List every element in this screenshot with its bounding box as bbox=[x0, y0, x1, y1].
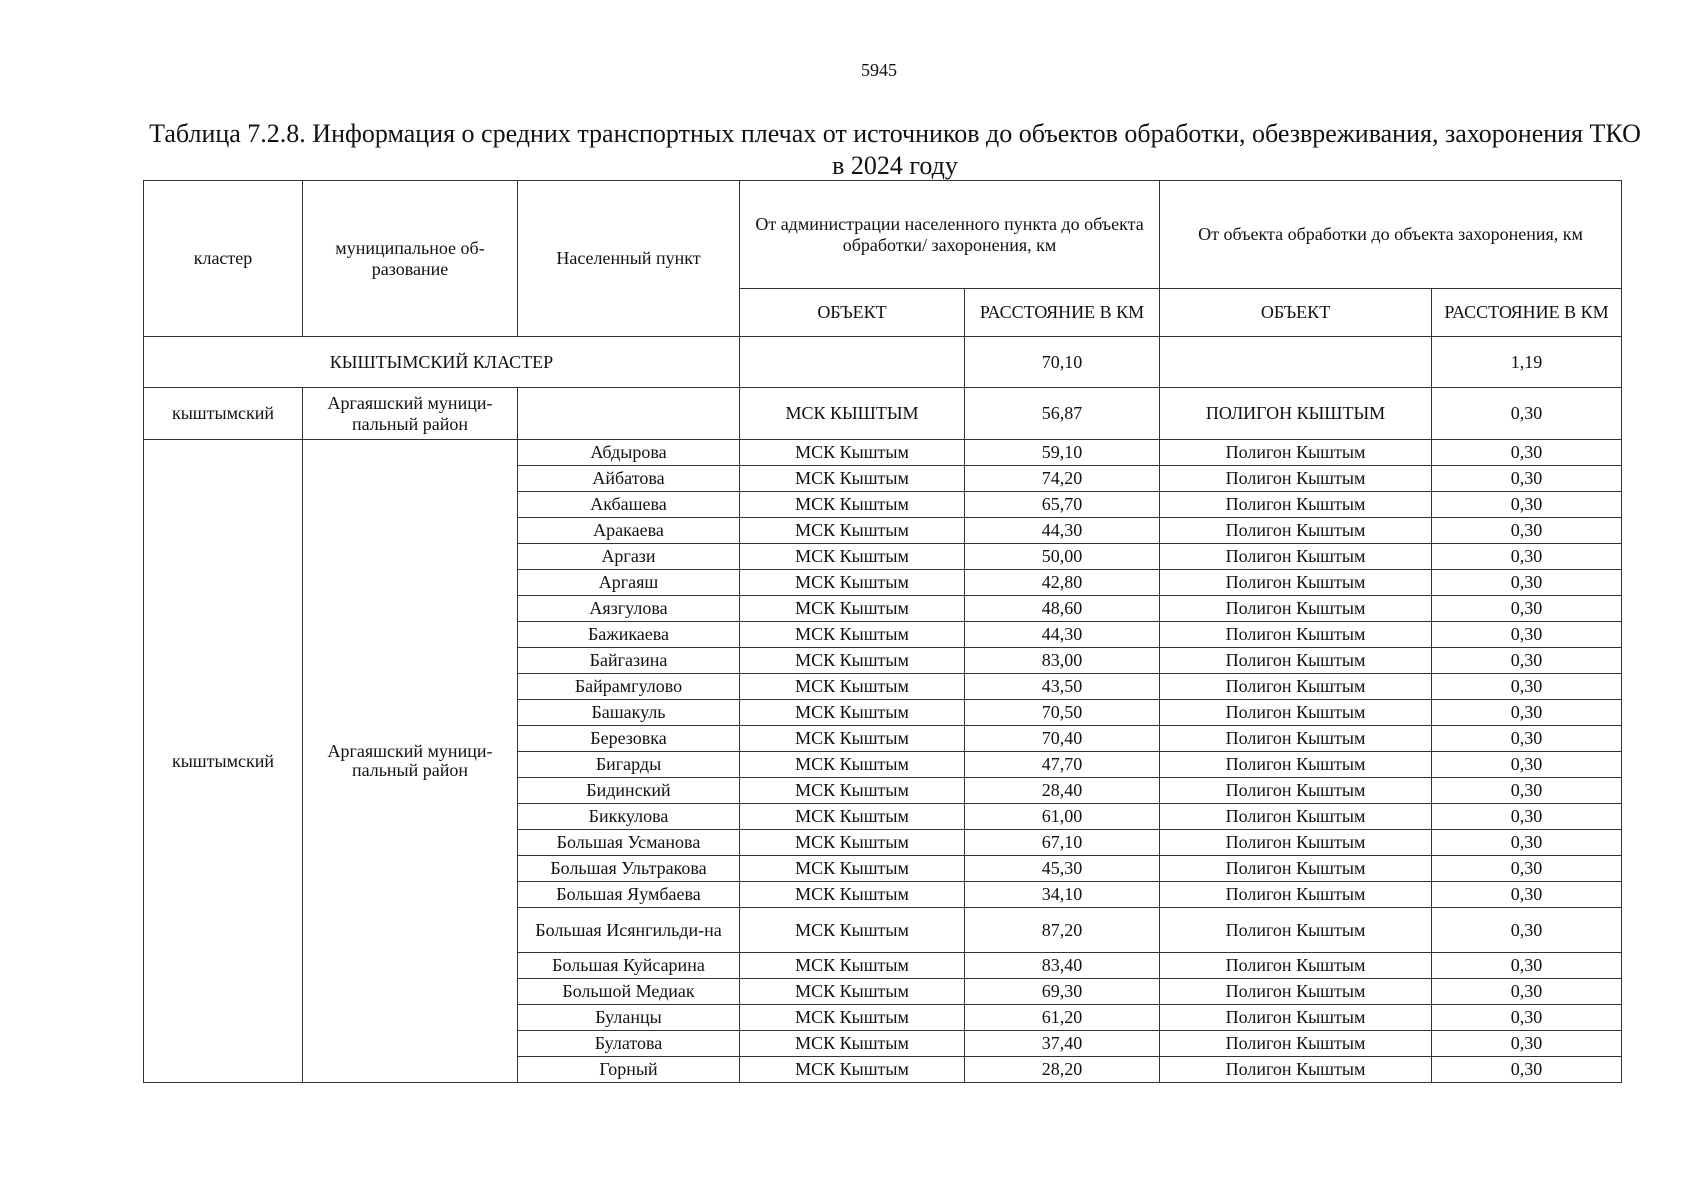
group-municipality: Аргаяшский муници-пальный район bbox=[303, 440, 518, 1083]
cell-object1: МСК Кыштым bbox=[740, 726, 965, 752]
header-object-2: ОБЪЕКТ bbox=[1160, 289, 1432, 337]
cell-distance2: 0,30 bbox=[1432, 466, 1622, 492]
cell-object1: МСК Кыштым bbox=[740, 492, 965, 518]
cluster-distance-1: 70,10 bbox=[965, 337, 1160, 388]
cell-settlement: Бигарды bbox=[518, 752, 740, 778]
cell-object2: Полигон Кыштым bbox=[1160, 804, 1432, 830]
cell-distance2: 0,30 bbox=[1432, 908, 1622, 953]
cell-distance2: 0,30 bbox=[1432, 518, 1622, 544]
cell-object1: МСК Кыштым bbox=[740, 830, 965, 856]
cell-distance1: 70,50 bbox=[965, 700, 1160, 726]
cell-settlement: Аргаяш bbox=[518, 570, 740, 596]
cell-object2: Полигон Кыштым bbox=[1160, 1031, 1432, 1057]
summary-cluster: кыштымский bbox=[144, 388, 303, 440]
table-title: Таблица 7.2.8. Информация о средних транспортных плечах от источников до объектов обработки, обезвреживания, захоронения ТКО в 2024 году bbox=[149, 119, 1641, 180]
cell-object2: Полигон Кыштым bbox=[1160, 882, 1432, 908]
summary-municipality: Аргаяшский муници-пальный район bbox=[303, 388, 518, 440]
cell-distance1: 59,10 bbox=[965, 440, 1160, 466]
cell-settlement: Бажикаева bbox=[518, 622, 740, 648]
cell-object1: МСК Кыштым bbox=[740, 778, 965, 804]
cell-object2: Полигон Кыштым bbox=[1160, 953, 1432, 979]
cell-distance1: 47,70 bbox=[965, 752, 1160, 778]
header-from-processing: От объекта обработки до объекта захоронения, км bbox=[1160, 181, 1622, 289]
cell-settlement: Большая Куйсарина bbox=[518, 953, 740, 979]
cell-object2: Полигон Кыштым bbox=[1160, 979, 1432, 1005]
cell-distance2: 0,30 bbox=[1432, 440, 1622, 466]
cell-object1: МСК Кыштым bbox=[740, 648, 965, 674]
cell-distance2: 0,30 bbox=[1432, 830, 1622, 856]
cell-distance1: 48,60 bbox=[965, 596, 1160, 622]
cell-settlement: Буланцы bbox=[518, 1005, 740, 1031]
cell-settlement: Березовка bbox=[518, 726, 740, 752]
cell-object2: Полигон Кыштым bbox=[1160, 830, 1432, 856]
cluster-label: КЫШТЫМСКИЙ КЛАСТЕР bbox=[144, 337, 740, 388]
cell-object1: МСК Кыштым bbox=[740, 953, 965, 979]
cell-distance2: 0,30 bbox=[1432, 1005, 1622, 1031]
cell-object1: МСК Кыштым bbox=[740, 544, 965, 570]
cell-object2: Полигон Кыштым bbox=[1160, 700, 1432, 726]
cell-object1: МСК Кыштым bbox=[740, 804, 965, 830]
cell-settlement: Большая Яумбаева bbox=[518, 882, 740, 908]
header-from-admin: От администрации населенного пункта до объекта обработки/ захоронения, км bbox=[740, 181, 1160, 289]
cell-settlement: Байгазина bbox=[518, 648, 740, 674]
header-settlement: Населенный пункт bbox=[518, 181, 740, 337]
cell-object1: МСК Кыштым bbox=[740, 979, 965, 1005]
summary-object-2: ПОЛИГОН КЫШТЫМ bbox=[1160, 388, 1432, 440]
cell-distance2: 0,30 bbox=[1432, 622, 1622, 648]
page-number: 5945 bbox=[861, 60, 897, 80]
cell-object2: Полигон Кыштым bbox=[1160, 570, 1432, 596]
cell-distance2: 0,30 bbox=[1432, 882, 1622, 908]
cell-settlement: Айбатова bbox=[518, 466, 740, 492]
cell-object2: Полигон Кыштым bbox=[1160, 778, 1432, 804]
cell-distance1: 61,00 bbox=[965, 804, 1160, 830]
cell-object1: МСК Кыштым bbox=[740, 1005, 965, 1031]
cell-distance1: 74,20 bbox=[965, 466, 1160, 492]
table-row bbox=[144, 440, 1622, 466]
cell-object2: Полигон Кыштым bbox=[1160, 1005, 1432, 1031]
cell-object1: МСК Кыштым bbox=[740, 908, 965, 953]
cell-settlement: Абдырова bbox=[518, 440, 740, 466]
cell-settlement: Аязгулова bbox=[518, 596, 740, 622]
transport-distance-table bbox=[143, 180, 1622, 1083]
cell-object1: МСК Кыштым bbox=[740, 1031, 965, 1057]
summary-object-1: МСК КЫШТЫМ bbox=[740, 388, 965, 440]
cell-object1: МСК Кыштым bbox=[740, 622, 965, 648]
cell-distance1: 61,20 bbox=[965, 1005, 1160, 1031]
cell-distance1: 42,80 bbox=[965, 570, 1160, 596]
cell-distance2: 0,30 bbox=[1432, 596, 1622, 622]
cell-distance1: 37,40 bbox=[965, 1031, 1160, 1057]
cell-distance1: 43,50 bbox=[965, 674, 1160, 700]
cell-object2: Полигон Кыштым bbox=[1160, 1057, 1432, 1083]
cell-settlement: Бидинский bbox=[518, 778, 740, 804]
cell-object2: Полигон Кыштым bbox=[1160, 726, 1432, 752]
cell-settlement: Булатова bbox=[518, 1031, 740, 1057]
cell-distance2: 0,30 bbox=[1432, 752, 1622, 778]
cell-distance1: 44,30 bbox=[965, 622, 1160, 648]
cell-distance1: 28,40 bbox=[965, 778, 1160, 804]
cell-distance1: 50,00 bbox=[965, 544, 1160, 570]
cell-distance2: 0,30 bbox=[1432, 726, 1622, 752]
cell-distance2: 0,30 bbox=[1432, 700, 1622, 726]
cell-settlement: Горный bbox=[518, 1057, 740, 1083]
summary-distance-1: 56,87 bbox=[965, 388, 1160, 440]
cell-settlement: Акбашева bbox=[518, 492, 740, 518]
cell-distance2: 0,30 bbox=[1432, 778, 1622, 804]
table-body bbox=[144, 337, 1622, 1083]
header-distance-2: РАССТОЯНИЕ В КМ bbox=[1432, 289, 1622, 337]
cell-distance1: 28,20 bbox=[965, 1057, 1160, 1083]
cell-object2: Полигон Кыштым bbox=[1160, 544, 1432, 570]
cell-distance1: 69,30 bbox=[965, 979, 1160, 1005]
header-distance-1: РАССТОЯНИЕ В КМ bbox=[965, 289, 1160, 337]
cell-distance1: 87,20 bbox=[965, 908, 1160, 953]
cluster-distance-2: 1,19 bbox=[1432, 337, 1622, 388]
summary-distance-2: 0,30 bbox=[1432, 388, 1622, 440]
cell-object1: МСК Кыштым bbox=[740, 674, 965, 700]
cell-object1: МСК Кыштым bbox=[740, 856, 965, 882]
municipality-summary-row bbox=[144, 388, 1622, 440]
cell-distance2: 0,30 bbox=[1432, 492, 1622, 518]
cell-distance1: 45,30 bbox=[965, 856, 1160, 882]
header-municipality: муниципальное об-разование bbox=[303, 181, 518, 337]
cell-distance1: 67,10 bbox=[965, 830, 1160, 856]
cell-distance1: 83,00 bbox=[965, 648, 1160, 674]
cell-object2: Полигон Кыштым bbox=[1160, 856, 1432, 882]
cell-settlement: Большая Ультракова bbox=[518, 856, 740, 882]
cell-object2: Полигон Кыштым bbox=[1160, 622, 1432, 648]
cell-distance1: 65,70 bbox=[965, 492, 1160, 518]
cell-distance1: 34,10 bbox=[965, 882, 1160, 908]
cell-distance2: 0,30 bbox=[1432, 674, 1622, 700]
cell-object2: Полигон Кыштым bbox=[1160, 752, 1432, 778]
cell-object1: МСК Кыштым bbox=[740, 440, 965, 466]
cell-object2: Полигон Кыштым bbox=[1160, 596, 1432, 622]
cell-distance2: 0,30 bbox=[1432, 1057, 1622, 1083]
cell-object1: МСК Кыштым bbox=[740, 700, 965, 726]
cluster-object-2 bbox=[1160, 337, 1432, 388]
cell-distance2: 0,30 bbox=[1432, 804, 1622, 830]
group-cluster: кыштымский bbox=[144, 440, 303, 1083]
cell-distance2: 0,30 bbox=[1432, 856, 1622, 882]
cell-settlement: Биккулова bbox=[518, 804, 740, 830]
cell-object1: МСК Кыштым bbox=[740, 518, 965, 544]
cell-distance2: 0,30 bbox=[1432, 544, 1622, 570]
cell-settlement: Большая Исянгильди-на bbox=[518, 908, 740, 953]
cell-object1: МСК Кыштым bbox=[740, 752, 965, 778]
cell-distance2: 0,30 bbox=[1432, 570, 1622, 596]
cell-object1: МСК Кыштым bbox=[740, 596, 965, 622]
cell-distance2: 0,30 bbox=[1432, 1031, 1622, 1057]
cell-distance1: 83,40 bbox=[965, 953, 1160, 979]
cell-object2: Полигон Кыштым bbox=[1160, 492, 1432, 518]
cell-settlement: Аргази bbox=[518, 544, 740, 570]
cell-object2: Полигон Кыштым bbox=[1160, 518, 1432, 544]
cell-object2: Полигон Кыштым bbox=[1160, 674, 1432, 700]
cell-distance2: 0,30 bbox=[1432, 648, 1622, 674]
cluster-total-row bbox=[144, 337, 1622, 388]
summary-settlement bbox=[518, 388, 740, 440]
header-cluster: кластер bbox=[144, 181, 303, 337]
cell-settlement: Большой Медиак bbox=[518, 979, 740, 1005]
cluster-object-1 bbox=[740, 337, 965, 388]
cell-object2: Полигон Кыштым bbox=[1160, 440, 1432, 466]
cell-distance1: 70,40 bbox=[965, 726, 1160, 752]
header-object-1: ОБЪЕКТ bbox=[740, 289, 965, 337]
cell-object1: МСК Кыштым bbox=[740, 1057, 965, 1083]
cell-object2: Полигон Кыштым bbox=[1160, 648, 1432, 674]
cell-settlement: Большая Усманова bbox=[518, 830, 740, 856]
cell-object2: Полигон Кыштым bbox=[1160, 466, 1432, 492]
cell-object1: МСК Кыштым bbox=[740, 570, 965, 596]
cell-settlement: Аракаева bbox=[518, 518, 740, 544]
cell-distance2: 0,30 bbox=[1432, 979, 1622, 1005]
cell-object1: МСК Кыштым bbox=[740, 466, 965, 492]
cell-object2: Полигон Кыштым bbox=[1160, 908, 1432, 953]
cell-settlement: Башакуль bbox=[518, 700, 740, 726]
cell-settlement: Байрамгулово bbox=[518, 674, 740, 700]
cell-object1: МСК Кыштым bbox=[740, 882, 965, 908]
cell-distance1: 44,30 bbox=[965, 518, 1160, 544]
table-header bbox=[144, 181, 1622, 337]
cell-distance2: 0,30 bbox=[1432, 953, 1622, 979]
